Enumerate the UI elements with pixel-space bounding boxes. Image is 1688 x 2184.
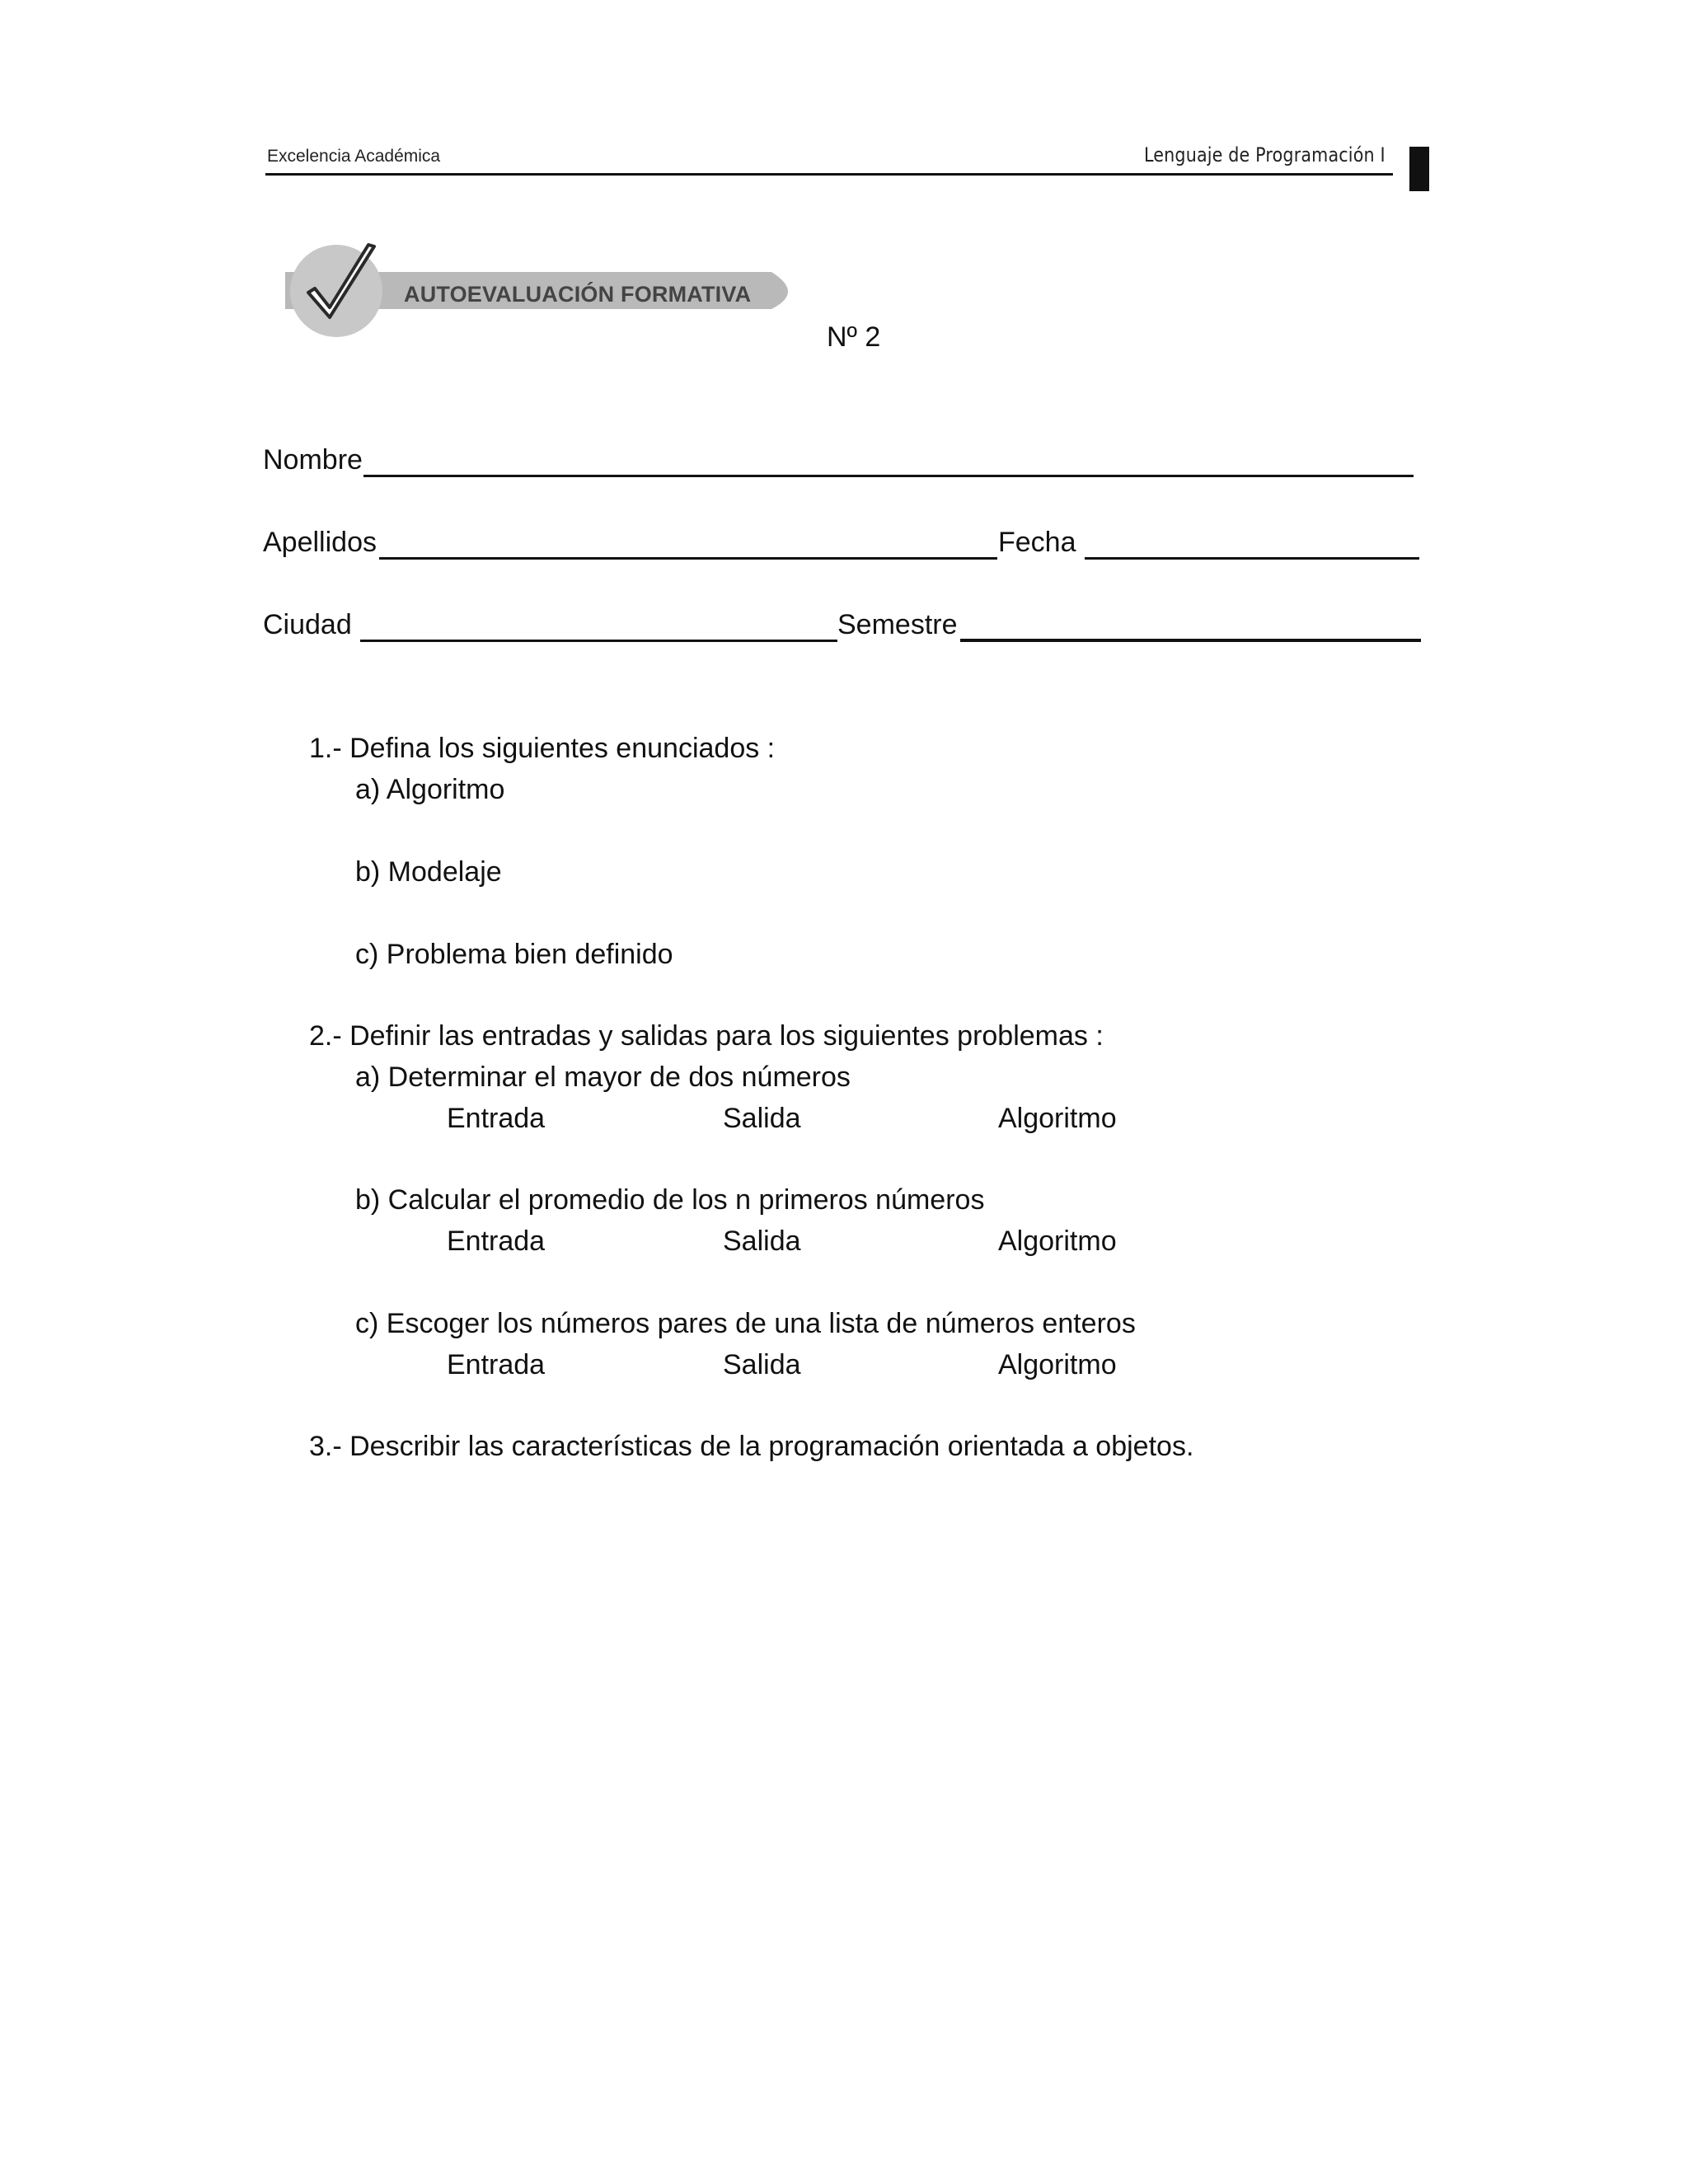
question-3-title: 3.- Describir las características de la programación orientada a objetos. xyxy=(309,1431,1194,1462)
banner-title: AUTOEVALUACIÓN FORMATIVA xyxy=(404,282,752,307)
fecha-label: Fecha xyxy=(998,527,1076,558)
question-2-title: 2.- Definir las entradas y salidas para los siguientes problemas : xyxy=(309,1020,1104,1052)
ciudad-field[interactable] xyxy=(360,640,837,642)
evaluation-number: Nº 2 xyxy=(827,321,881,353)
apellidos-label: Apellidos xyxy=(263,527,377,558)
header-rule xyxy=(265,173,1393,176)
ciudad-label: Ciudad xyxy=(263,609,352,640)
entrada-label: Entrada xyxy=(447,1349,546,1380)
question-2-item-a: a) Determinar el mayor de dos números xyxy=(355,1062,851,1093)
question-1-item-b: b) Modelaje xyxy=(355,856,502,888)
header-left-text: Excelencia Académica xyxy=(267,147,441,166)
salida-label: Salida xyxy=(723,1349,801,1380)
algoritmo-label: Algoritmo xyxy=(998,1103,1117,1134)
semestre-field[interactable] xyxy=(960,639,1421,642)
salida-label: Salida xyxy=(723,1226,801,1257)
salida-label: Salida xyxy=(723,1103,801,1134)
entrada-label: Entrada xyxy=(447,1103,546,1134)
nombre-label: Nombre xyxy=(263,444,363,476)
page-edge-mark xyxy=(1409,147,1429,191)
question-2-item-b: b) Calcular el promedio de los n primeros números xyxy=(355,1184,985,1216)
question-1-item-c: c) Problema bien definido xyxy=(355,939,673,970)
header-right-text: Lenguaje de Programación I xyxy=(1144,143,1386,166)
question-1-item-a: a) Algoritmo xyxy=(355,774,505,805)
fecha-field[interactable] xyxy=(1085,557,1419,560)
entrada-label: Entrada xyxy=(447,1226,546,1257)
nombre-field[interactable] xyxy=(363,475,1414,477)
apellidos-field[interactable] xyxy=(379,557,997,560)
question-1-title: 1.- Defina los siguientes enunciados : xyxy=(309,733,776,764)
question-2-item-c: c) Escoger los números pares de una lista de números enteros xyxy=(355,1308,1136,1339)
algoritmo-label: Algoritmo xyxy=(998,1226,1117,1257)
algoritmo-label: Algoritmo xyxy=(998,1349,1117,1380)
semestre-label: Semestre xyxy=(837,609,958,640)
